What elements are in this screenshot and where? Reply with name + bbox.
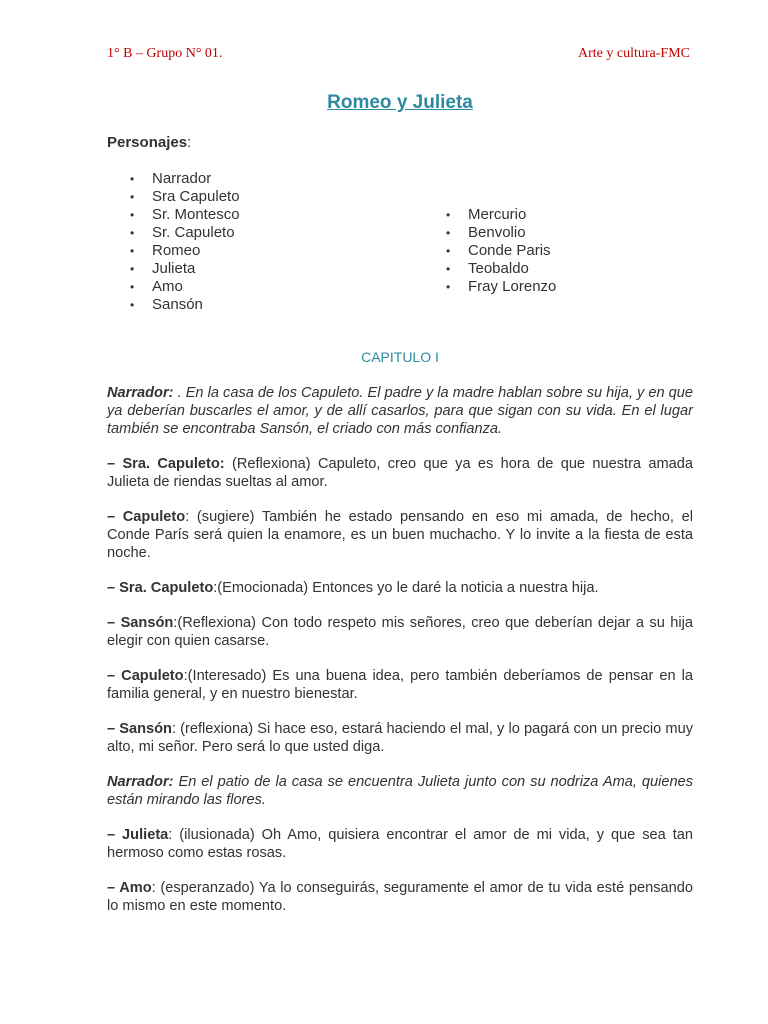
document-body — [107, 384, 693, 932]
paragraph-text: : (esperanzado) Ya lo conseguirás, seguramente el amor de tu vida esté pensando lo mismo en este momento. — [107, 880, 693, 914]
character-list-left — [128, 170, 240, 314]
paragraph — [107, 384, 693, 438]
document-title: Romeo y Julieta — [327, 92, 473, 113]
speaker-label: – Julieta — [107, 827, 169, 843]
header-right: Arte y cultura-FMC — [578, 46, 690, 61]
speaker-label: Narrador: — [107, 385, 174, 401]
header-left: 1° B – Grupo N° 01. — [107, 46, 223, 61]
list-item: • Mercurio — [444, 206, 556, 224]
list-item: • Sra Capuleto — [128, 188, 240, 206]
paragraph — [107, 508, 693, 562]
list-item: • Julieta — [128, 260, 240, 278]
paragraph — [107, 667, 693, 703]
list-item: • Romeo — [128, 242, 240, 260]
list-item: • Narrador — [128, 170, 240, 188]
list-item: • Sr. Capuleto — [128, 224, 240, 242]
paragraph-text: :(Interesado) Es una buena idea, pero también deberíamos de pensar en la familia general, y en nuestro bienestar. — [107, 668, 693, 702]
list-item: • Teobaldo — [444, 260, 556, 278]
list-item: • Sansón — [128, 296, 240, 314]
paragraph — [107, 826, 693, 862]
chapter-heading: CAPITULO I — [361, 349, 439, 365]
paragraph-text: : (sugiere) También he estado pensando en eso mi amada, de hecho, el Conde París será quien la enamore, es un buen muchacho. Y lo invite a la fiesta de esta noche. — [107, 509, 693, 561]
paragraph-text: (Reflexiona) Capuleto, creo que ya es hora de que nuestra amada Julieta de riendas sueltas al amor. — [107, 456, 693, 490]
speaker-label: – Sra. Capuleto — [107, 580, 214, 596]
list-item: • Amo — [128, 278, 240, 296]
paragraph — [107, 455, 693, 491]
paragraph-text: . En la casa de los Capuleto. El padre y la madre hablan sobre su hija, y en que ya deberían buscarles el amor, y de allí casarlos, para que sigan con su vida. En el lugar también se encontraba Sansón, el criado con más confianza. — [107, 385, 693, 437]
speaker-label: – Sra. Capuleto: — [107, 456, 225, 472]
list-item: • Sr. Montesco — [128, 206, 240, 224]
paragraph-text: :(Emocionada) Entonces yo le daré la noticia a nuestra hija. — [213, 580, 599, 596]
speaker-label: – Capuleto — [107, 668, 184, 684]
paragraph — [107, 879, 693, 915]
personajes-suffix: : — [187, 134, 192, 151]
paragraph-text: En el patio de la casa se encuentra Julieta junto con su nodriza Ama, quienes están mirando las flores. — [107, 774, 693, 808]
personajes-heading — [107, 134, 191, 151]
personajes-label: Personajes — [107, 134, 188, 151]
speaker-label: – Capuleto — [107, 509, 186, 525]
paragraph — [107, 720, 693, 756]
speaker-label: – Amo — [107, 880, 152, 896]
paragraph — [107, 579, 693, 597]
speaker-label: Narrador: — [107, 774, 174, 790]
paragraph-text: : (reflexiona) Si hace eso, estará haciendo el mal, y lo pagará con un precio muy alto, mi señor. Pero será lo que usted diga. — [107, 721, 693, 755]
character-list-right — [444, 206, 556, 296]
list-item: • Fray Lorenzo — [444, 278, 556, 296]
paragraph-text: :(Reflexiona) Con todo respeto mis señores, creo que deberían dejar a su hija elegir con quien casarse. — [107, 615, 693, 649]
paragraph — [107, 614, 693, 650]
paragraph-text: : (ilusionada) Oh Amo, quisiera encontrar el amor de mi vida, y que sea tan hermoso como estas rosas. — [107, 827, 693, 861]
list-item: • Benvolio — [444, 224, 556, 242]
list-item: • Conde Paris — [444, 242, 556, 260]
paragraph — [107, 773, 693, 809]
speaker-label: – Sansón — [107, 615, 174, 631]
speaker-label: – Sansón — [107, 721, 172, 737]
